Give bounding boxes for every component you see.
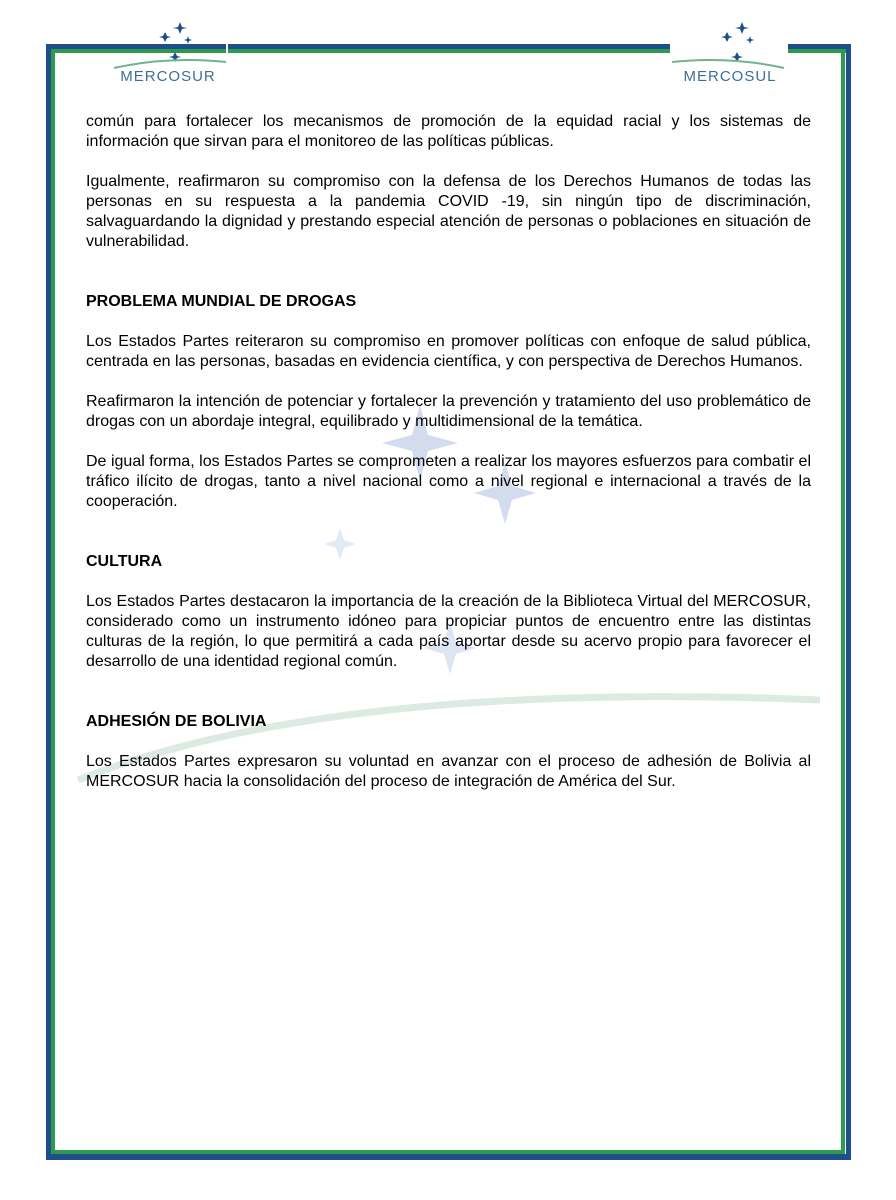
frame-left-blue [46,44,51,1160]
heading-problema-drogas: PROBLEMA MUNDIAL DE DROGAS [86,293,357,310]
paragraph-derechos-humanos: Igualmente, reafirmaron su compromiso con la defensa de los Derechos Humanos de todas las personas en su respuesta a la pandemia COVID -19, sin ningún tipo de discriminación, salvaguardando la dignidad y prestando especial atención de personas o poblaciones en situación de vulnerabilidad. [86,173,811,250]
frame-left-green [51,49,55,1156]
frame-top-mid-blue [228,44,670,49]
paragraph-biblioteca-virtual: Los Estados Partes destacaron la importancia de la creación de la Biblioteca Virtual del MERCOSUR, considerado como un instrumento idóneo para propiciar puntos de encuentro entre las distintas culturas de la región, lo que permitirá a cada país aportar desde su acervo propio para favorecer el desarrollo de una identidad regional común. [86,593,811,670]
document-body [86,112,811,792]
southern-cross-stars-icon [108,18,228,70]
frame-right-green [841,49,845,1156]
frame-top-mid-green [228,49,670,53]
paragraph-trafico-ilicito: De igual forma, los Estados Partes se comprometen a realizar los mayores esfuerzos para combatir el tráfico ilícito de drogas, tanto a nivel nacional como a nivel regional e internacional a través de la cooperación. [86,453,811,510]
logo-text: MERCOSUR [120,68,216,85]
southern-cross-stars-icon [670,18,790,70]
frame-right-blue [846,44,851,1160]
heading-cultura: CULTURA [86,553,163,570]
paragraph-bolivia: Los Estados Partes expresaron su voluntad en avanzar con el proceso de adhesión de Bolivia al MERCOSUR hacia la consolidación del proceso de integración de América del Sur. [86,753,811,790]
logo-text: MERCOSUL [683,68,777,85]
paragraph-equidad-racial: común para fortalecer los mecanismos de promoción de la equidad racial y los sistemas de información que sirvan para el monitoreo de las políticas públicas. [86,113,811,150]
mercosul-logo [660,18,800,85]
paragraph-salud-publica: Los Estados Partes reiteraron su compromiso en promover políticas con enfoque de salud pública, centrada en las personas, basadas en evidencia científica, y con perspectiva de Derechos Humanos. [86,333,811,370]
mercosur-logo [98,18,238,85]
frame-bottom-blue [46,1154,851,1160]
frame-bottom-green [51,1150,845,1154]
heading-adhesion-bolivia: ADHESIÓN DE BOLIVIA [86,713,267,730]
paragraph-prevencion: Reafirmaron la intención de potenciar y fortalecer la prevención y tratamiento del uso problemático de drogas con un abordaje integral, equilibrado y multidimensional de la temática. [86,393,811,430]
